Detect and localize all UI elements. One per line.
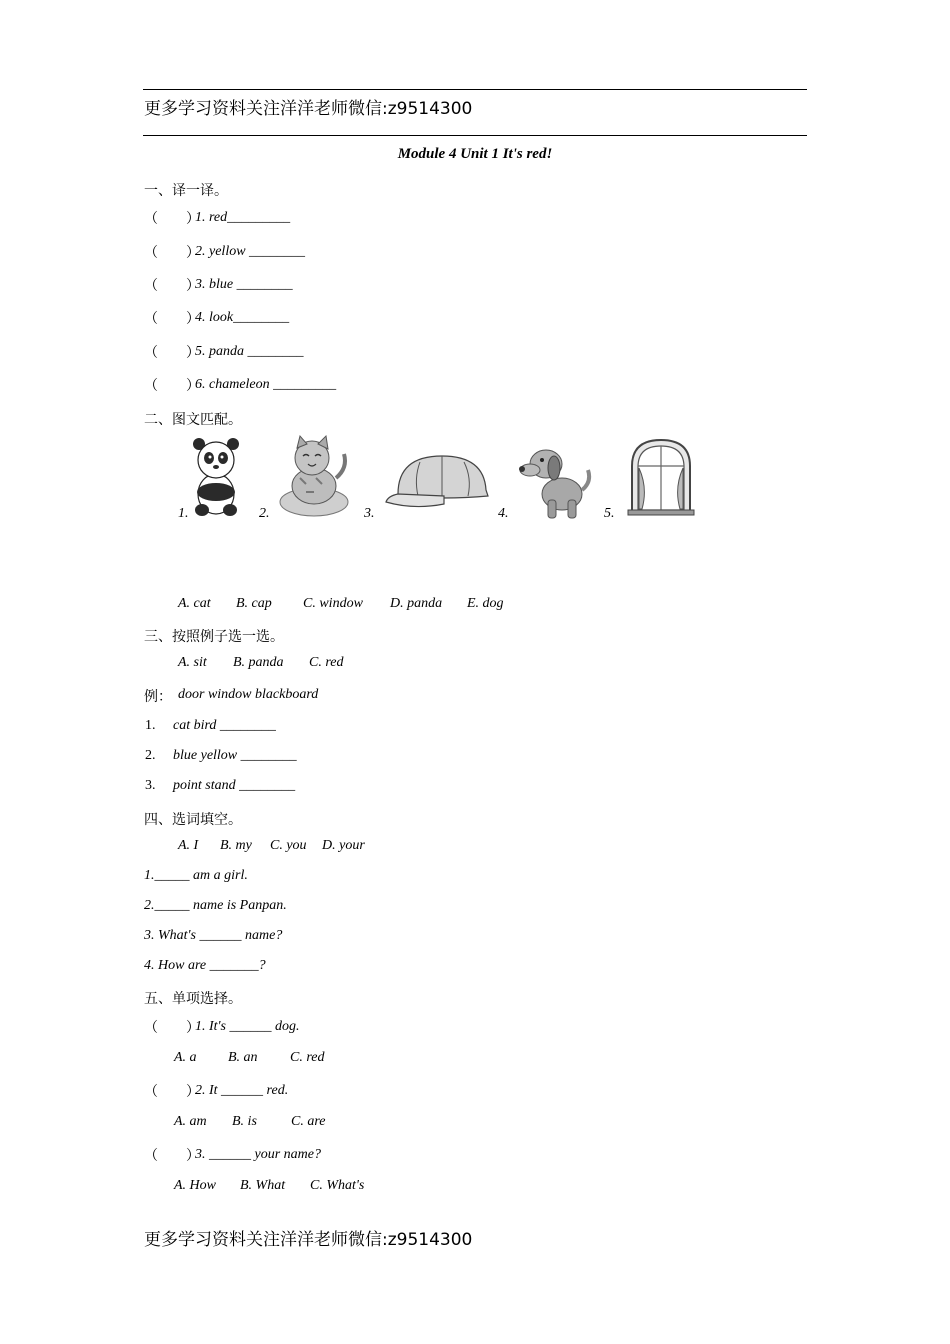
question-text: 3. ______ your name? xyxy=(195,1147,321,1162)
group-item: cat bird ________ xyxy=(173,718,276,733)
choice-option: A. sit xyxy=(178,655,207,670)
question-option: C. are xyxy=(291,1114,326,1129)
fill-blank-item: 4. How are _______? xyxy=(144,958,266,973)
question-option: A. am xyxy=(174,1114,207,1129)
picture-number: 2. xyxy=(259,506,270,521)
section1-heading: 一、译一译。 xyxy=(144,183,228,199)
section4-heading: 四、选词填空。 xyxy=(144,812,242,828)
question-option: C. red xyxy=(290,1050,325,1065)
item-number: 2. xyxy=(145,748,156,763)
example-words: door window blackboard xyxy=(178,687,319,702)
section3-heading: 三、按照例子选一选。 xyxy=(144,629,284,645)
answer-paren: （ ） xyxy=(144,246,200,261)
question-option: B. an xyxy=(228,1050,258,1065)
answer-paren: （ ） xyxy=(144,1021,200,1036)
translate-item: 4. look________ xyxy=(195,310,290,325)
picture-number: 1. xyxy=(178,506,189,521)
item-number: 1. xyxy=(145,718,156,733)
word-option: C. you xyxy=(270,838,307,853)
fill-blank-item: 1._____ am a girl. xyxy=(144,868,248,883)
example-label: 例： xyxy=(144,689,172,705)
choice-option: C. red xyxy=(309,655,344,670)
question-text: 1. It's ______ dog. xyxy=(195,1019,300,1034)
answer-paren: （ ） xyxy=(144,1149,200,1164)
header-text: 更多学习资料关注洋洋老师微信:z9514300 xyxy=(144,99,473,119)
fill-blank-item: 3. What's ______ name? xyxy=(144,928,283,943)
translate-item: 5. panda ________ xyxy=(195,344,304,359)
question-option: C. What's xyxy=(310,1178,365,1193)
match-option: D. panda xyxy=(390,596,443,611)
word-option: B. my xyxy=(220,838,252,853)
picture-number: 4. xyxy=(498,506,509,521)
answer-paren: （ ） xyxy=(144,279,200,294)
match-option: E. dog xyxy=(467,596,504,611)
match-option: B. cap xyxy=(236,596,272,611)
section2-heading: 二、图文匹配。 xyxy=(144,412,242,428)
fill-blank-item: 2._____ name is Panpan. xyxy=(144,898,287,913)
panda-icon xyxy=(188,434,244,518)
answer-paren: （ ） xyxy=(144,346,200,361)
header-bottom-rule xyxy=(143,135,807,136)
word-option: A. I xyxy=(178,838,199,853)
question-option: B. What xyxy=(240,1178,286,1193)
match-option: A. cat xyxy=(178,596,211,611)
match-option: C. window xyxy=(303,596,363,611)
section5-heading: 五、单项选择。 xyxy=(144,991,242,1007)
item-number: 3. xyxy=(145,778,156,793)
translate-item: 6. chameleon _________ xyxy=(195,377,337,392)
word-option: D. your xyxy=(322,838,365,853)
translate-item: 3. blue ________ xyxy=(195,277,293,292)
cap-icon xyxy=(384,450,494,514)
answer-paren: （ ） xyxy=(144,1085,200,1100)
cat-icon xyxy=(270,434,356,520)
dog-icon xyxy=(518,440,594,520)
choice-option: B. panda xyxy=(233,655,284,670)
group-item: point stand ________ xyxy=(173,778,296,793)
question-text: 2. It ______ red. xyxy=(195,1083,289,1098)
answer-paren: （ ） xyxy=(144,379,200,394)
question-option: A. How xyxy=(174,1178,216,1193)
translate-item: 1. red_________ xyxy=(195,210,291,225)
question-option: B. is xyxy=(232,1114,257,1129)
question-option: A. a xyxy=(174,1050,197,1065)
group-item: blue yellow ________ xyxy=(173,748,297,763)
picture-number: 5. xyxy=(604,506,615,521)
header-top-rule xyxy=(143,89,807,90)
worksheet-title: Module 4 Unit 1 It's red! xyxy=(397,146,553,162)
picture-number: 3. xyxy=(364,506,375,521)
answer-paren: （ ） xyxy=(144,312,200,327)
window-icon xyxy=(622,436,700,516)
footer-text: 更多学习资料关注洋洋老师微信:z9514300 xyxy=(144,1230,473,1250)
translate-item: 2. yellow ________ xyxy=(195,244,306,259)
answer-paren: （ ） xyxy=(144,212,200,227)
